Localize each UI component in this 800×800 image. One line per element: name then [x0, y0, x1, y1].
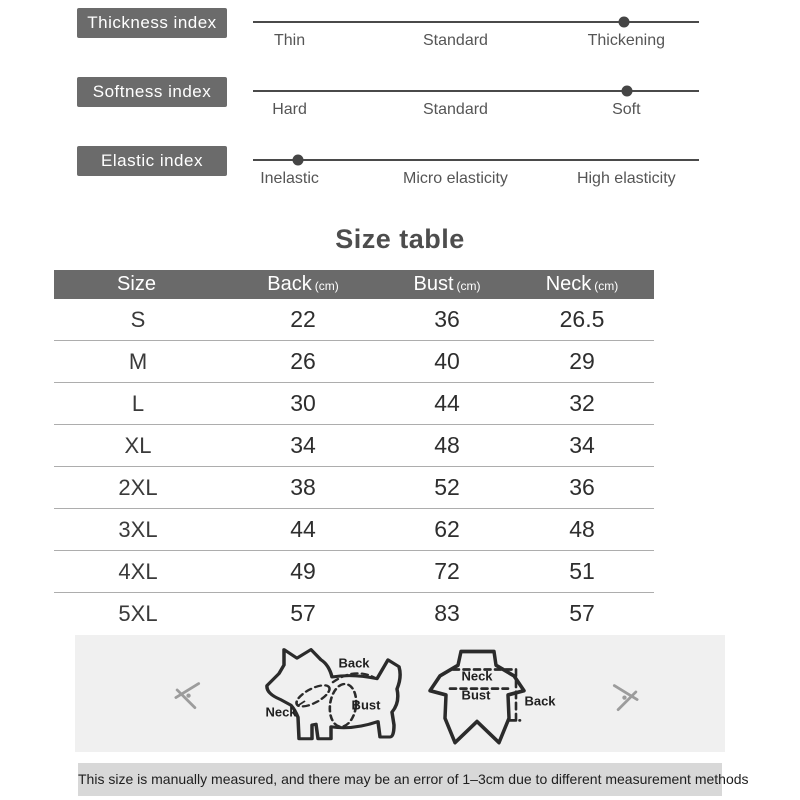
col-unit: (cm) [594, 279, 619, 293]
elastic-index-row [0, 146, 800, 208]
softness-index-label: Softness index [77, 77, 227, 107]
slider-dot [621, 86, 632, 97]
slider-tick-label: Micro elasticity [403, 170, 508, 187]
cell-back: 34 [290, 432, 316, 458]
cell-bust: 40 [434, 348, 460, 374]
cell-neck: 36 [569, 474, 595, 500]
col-label: Neck [545, 273, 592, 295]
col-header-back [222, 273, 384, 296]
cell-size: 4XL [118, 558, 158, 584]
slider-tick-label: Thin [274, 32, 306, 49]
cell-back: 30 [290, 390, 316, 416]
cell-size: L [131, 390, 145, 416]
cell-neck: 32 [569, 390, 595, 416]
cell-back: 26 [290, 348, 316, 374]
cell-bust: 44 [434, 390, 460, 416]
cell-size: M [128, 348, 148, 374]
dog-neck-measure-line [293, 681, 334, 710]
table-row [54, 509, 654, 551]
garment-bust-label: Bust [461, 687, 491, 703]
cell-back: 57 [290, 600, 316, 626]
cell-size: 2XL [118, 474, 158, 500]
col-header-size [54, 273, 222, 296]
cell-neck: 57 [569, 600, 595, 626]
slider-tick-label: Thickening [587, 32, 665, 49]
cell-bust: 36 [434, 306, 460, 332]
cell-back: 38 [290, 474, 316, 500]
prev-arrow-icon[interactable] [167, 676, 205, 714]
measurement-diagram [75, 635, 725, 752]
cell-neck: 26.5 [559, 306, 605, 332]
elastic-index-label: Elastic index [77, 146, 227, 176]
cell-bust: 52 [434, 474, 460, 500]
size-table-title: Size table [335, 224, 465, 254]
table-row [54, 425, 654, 467]
cell-neck: 48 [569, 516, 595, 542]
garment-measurement-illustration [420, 643, 580, 749]
elastic-slider [253, 146, 699, 208]
cell-size: XL [124, 432, 152, 458]
slider-tick-label: Inelastic [260, 170, 319, 187]
dog-back-label: Back [338, 655, 370, 671]
slider-line [253, 159, 699, 161]
slider-tick-label: Standard [423, 101, 488, 118]
thickness-index-row [0, 8, 800, 70]
table-row [54, 551, 654, 593]
table-row [54, 593, 654, 634]
cell-bust: 72 [434, 558, 460, 584]
dog-neck-label: Neck [265, 704, 297, 720]
table-row [54, 341, 654, 383]
col-label: Back [267, 273, 312, 295]
cell-size: 5XL [118, 600, 158, 626]
table-row [54, 467, 654, 509]
slider-dot [618, 17, 629, 28]
cell-back: 44 [290, 516, 316, 542]
garment-neck-label: Neck [461, 668, 493, 684]
cell-neck: 29 [569, 348, 595, 374]
col-header-bust [384, 273, 510, 296]
col-header-neck [510, 273, 654, 296]
cell-size: S [130, 306, 146, 332]
table-row [54, 383, 654, 425]
thickness-slider [253, 8, 699, 70]
softness-slider [253, 77, 699, 139]
thickness-index-label: Thickness index [77, 8, 227, 38]
cell-back: 49 [290, 558, 316, 584]
dog-bust-label: Bust [351, 697, 381, 713]
cell-neck: 51 [569, 558, 595, 584]
slider-dot [293, 155, 304, 166]
cell-bust: 83 [434, 600, 460, 626]
col-unit: (cm) [314, 279, 339, 293]
table-header [54, 270, 654, 299]
slider-line [253, 21, 699, 23]
col-label: Bust [413, 273, 454, 295]
col-unit: (cm) [456, 279, 481, 293]
slider-tick-label: Hard [272, 101, 307, 118]
cell-back: 22 [290, 306, 316, 332]
garment-back-label: Back [524, 693, 556, 709]
slider-tick-label: Standard [423, 32, 488, 49]
softness-index-row [0, 77, 800, 139]
col-label: Size [117, 273, 156, 295]
table-row [54, 299, 654, 341]
cell-bust: 62 [434, 516, 460, 542]
measurement-note: This size is manually measured, and there may be an error of 1–3cm due to different measurement methods [78, 763, 722, 796]
slider-tick-label: High elasticity [576, 170, 676, 187]
next-arrow-icon[interactable] [608, 678, 646, 716]
cell-neck: 34 [569, 432, 595, 458]
slider-tick-label: Soft [612, 101, 641, 118]
cell-bust: 48 [434, 432, 460, 458]
dog-measurement-illustration [253, 641, 433, 749]
size-table [54, 270, 654, 634]
cell-size: 3XL [118, 516, 158, 542]
